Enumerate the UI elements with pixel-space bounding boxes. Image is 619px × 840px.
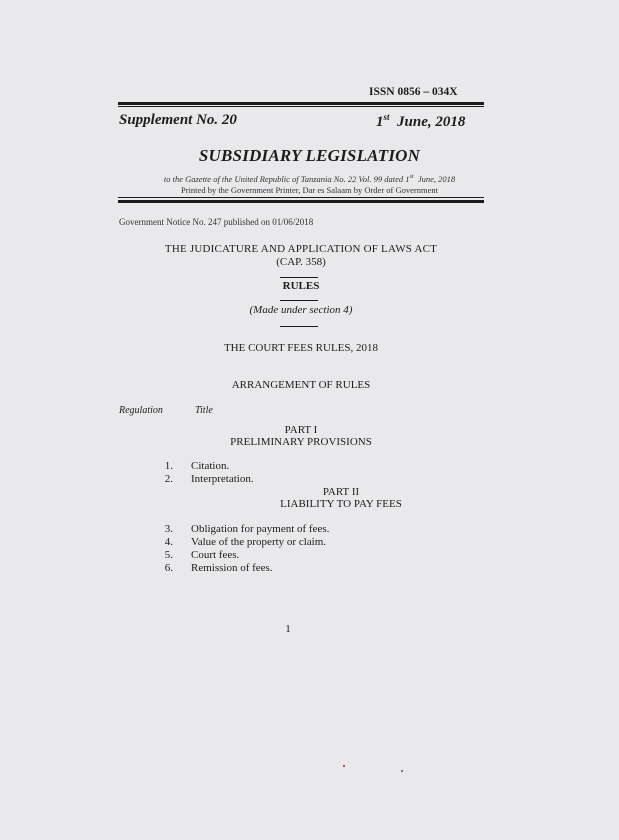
act-name: THE JUDICATURE AND APPLICATION OF LAWS ACT [164, 243, 438, 255]
rule-title: Citation. [191, 460, 230, 472]
part-label: PART II [322, 486, 360, 498]
rule-number: 3. [164, 523, 173, 535]
rule-number: 5. [164, 549, 173, 561]
issn-number: ISSN 0856 – 034X [369, 86, 458, 98]
made-under: (Made under section 4) [249, 304, 353, 316]
header-rule-top [118, 102, 484, 105]
rule-title: Value of the property or claim. [191, 536, 327, 548]
part-title: LIABILITY TO PAY FEES [280, 498, 402, 510]
header-rule-bottom [118, 200, 484, 203]
made-under-rule [280, 326, 318, 327]
header-rule-bottom-thin [118, 197, 484, 198]
rule-title: Court fees. [191, 549, 240, 561]
scan-speck [401, 770, 403, 772]
printer-line: Printed by the Government Printer, Dar es Salaam by Order of Government [181, 185, 438, 195]
rules-rule-above [280, 277, 318, 278]
column-title: Title [195, 405, 213, 416]
scan-speck [343, 765, 345, 767]
arrangement-heading: ARRANGEMENT OF RULES [231, 379, 371, 391]
supplement-date: 1st June, 2018 [376, 112, 466, 130]
column-regulation: Regulation [119, 405, 163, 416]
rule-title: Remission of fees. [191, 562, 273, 574]
rules-title: THE COURT FEES RULES, 2018 [223, 342, 379, 354]
rule-number: 6. [164, 562, 173, 574]
act-cap: (CAP. 358) [276, 256, 326, 268]
rules-label: RULES [282, 280, 320, 292]
page-title: SUBSIDIARY LEGISLATION [198, 146, 421, 165]
part-title: PRELIMINARY PROVISIONS [230, 436, 372, 448]
rule-number: 2. [164, 473, 173, 485]
government-notice: Government Notice No. 247 published on 01/06/2018 [119, 217, 314, 227]
rules-rule-below [280, 300, 318, 301]
rule-number: 1. [164, 460, 173, 472]
rule-title: Obligation for payment of fees. [191, 523, 330, 535]
rule-title: Interpretation. [191, 473, 254, 485]
rule-number: 4. [164, 536, 173, 548]
gazette-reference: to the Gazette of the United Republic of Tanzania No. 22 Vol. 99 dated 1st June, 2018 [163, 174, 456, 184]
supplement-number: Supplement No. 20 [119, 112, 237, 128]
part-label: PART I [284, 424, 318, 436]
header-rule-top-thin [118, 106, 484, 107]
page-number: 1 [285, 623, 291, 635]
